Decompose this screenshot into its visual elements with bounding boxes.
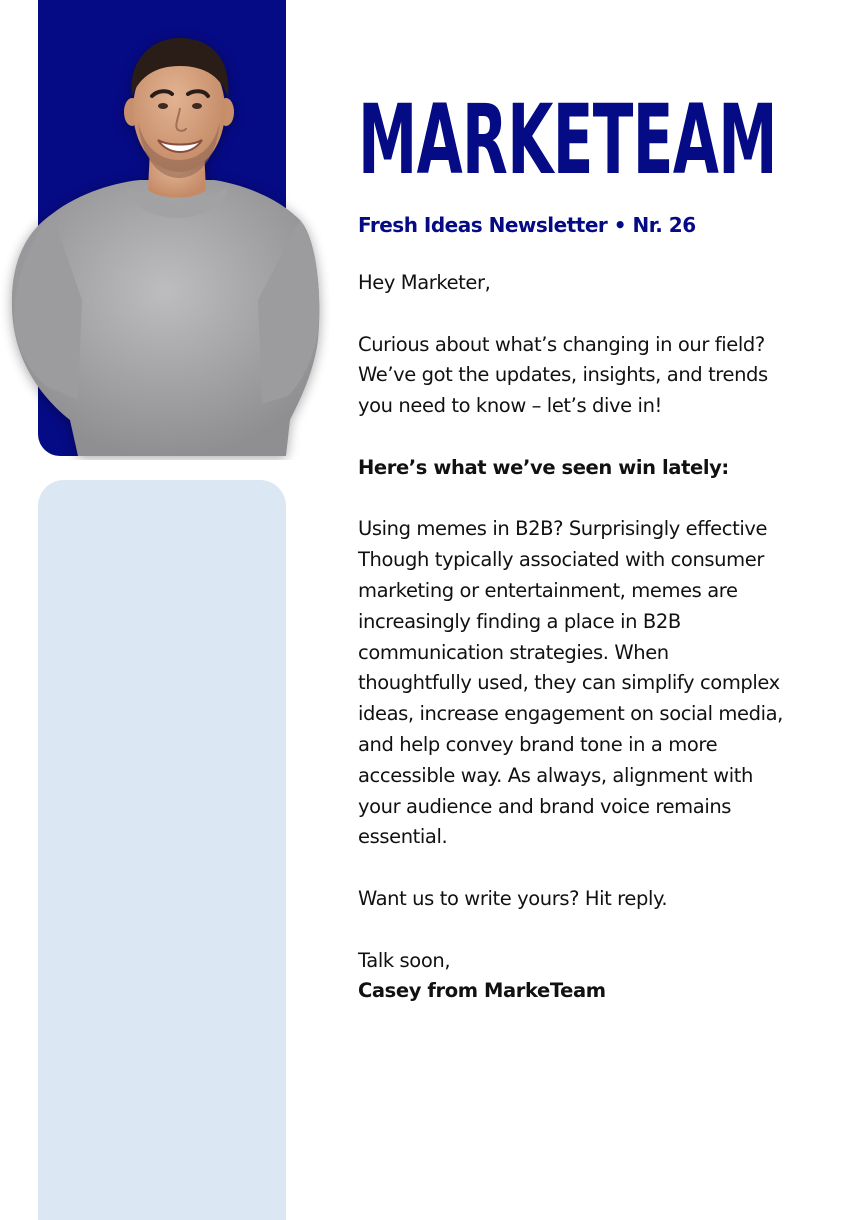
call-to-action: Want us to write yours? Hit reply. xyxy=(358,886,668,910)
signature: Casey from MarkeTeam xyxy=(358,979,606,1003)
section-heading: Here’s what we’ve seen win lately: xyxy=(358,455,729,479)
signoff: Talk soon, xyxy=(358,948,451,972)
item-title: Using memes in B2B? Surprisingly effective xyxy=(358,517,768,541)
item-body: Though typically associated with consumer marketing or entertainment, memes are increasingly finding a place in B2B communication strategies. When thoughtfully used, they can simplify complex ideas, increase engagement on social media, and help convey brand tone in a more accessible way. As always, alignment with your audience and brand voice remains essential. xyxy=(358,548,783,849)
newsletter-subtitle: Fresh Ideas Newsletter • Nr. 26 xyxy=(358,213,696,237)
brand-title: MARKETEAM xyxy=(358,84,777,196)
greeting: Hey Marketer, xyxy=(358,271,491,294)
newsletter-content xyxy=(358,84,788,1007)
person-photo xyxy=(0,0,330,460)
intro-paragraph: Curious about what’s changing in our field? We’ve got the updates, insights, and trends you need to know – let’s dive in! xyxy=(358,332,768,418)
sidebar-light-panel xyxy=(38,480,286,1220)
